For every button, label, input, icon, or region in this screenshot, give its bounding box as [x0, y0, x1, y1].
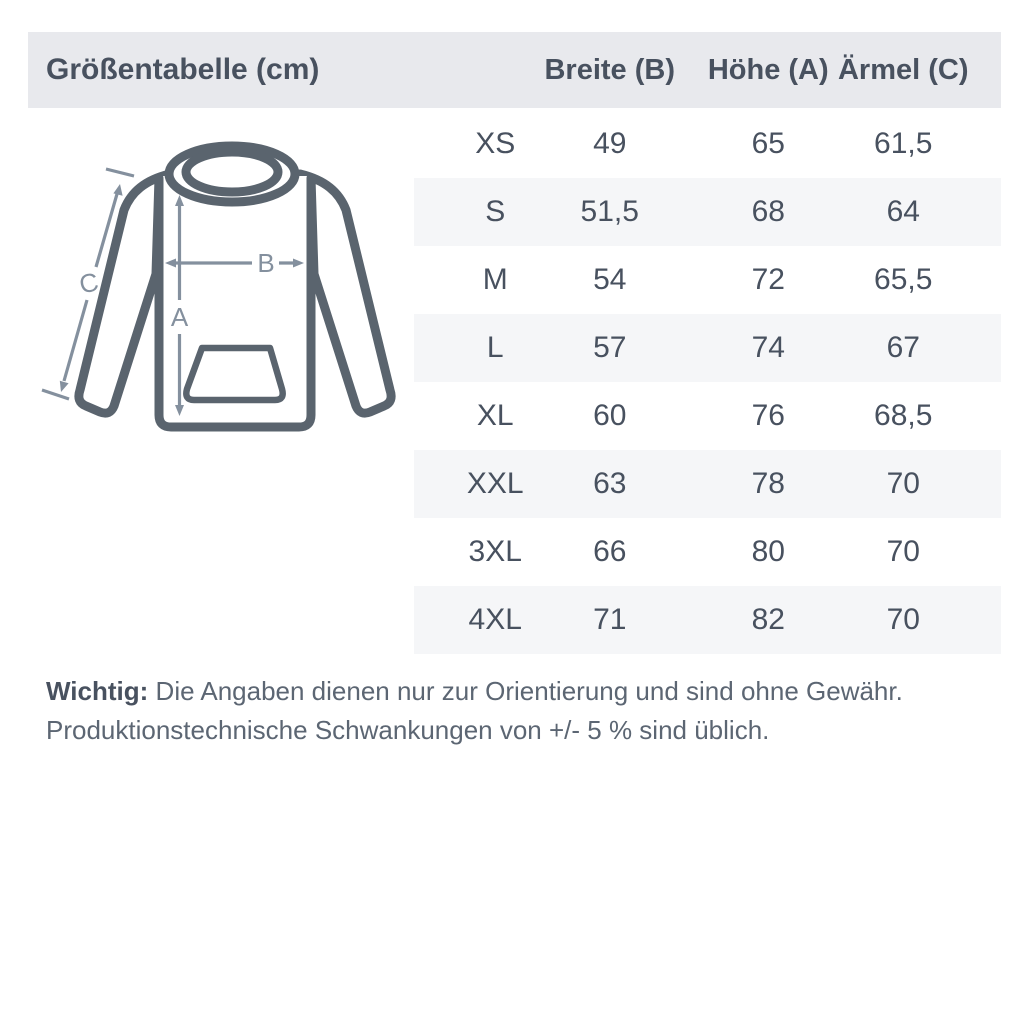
breite-cell: 49: [593, 127, 627, 160]
arrow-c-head-bottom: [60, 381, 69, 392]
size-cell: 3XL: [468, 535, 522, 568]
breite-cell: 63: [593, 467, 627, 500]
hoehe-cell: 76: [751, 399, 785, 432]
aermel-cell: 68,5: [874, 399, 933, 432]
breite-cell: 57: [593, 331, 627, 364]
size-cell: S: [485, 195, 506, 228]
footer-note-line1: Die Angaben dienen nur zur Orientierung und sind ohne Gewähr.: [155, 676, 903, 706]
page-title: Größentabelle (cm): [46, 53, 320, 86]
aermel-cell: 67: [886, 331, 920, 364]
hoehe-cell: 78: [751, 467, 785, 500]
table-row: [414, 246, 1001, 314]
table-row: [414, 382, 1001, 450]
table-row: [414, 110, 1001, 178]
aermel-cell: 70: [886, 603, 920, 636]
hoehe-cell: 74: [751, 331, 785, 364]
table-row: [414, 518, 1001, 586]
column-header-breite: Breite (B): [544, 53, 675, 86]
aermel-cell: 65,5: [874, 263, 933, 296]
breite-cell: 66: [593, 535, 627, 568]
hoodie-pocket: [186, 348, 282, 400]
aermel-cell: 64: [886, 195, 920, 228]
hoehe-cell: 68: [751, 195, 785, 228]
size-cell: L: [486, 331, 504, 364]
hoehe-cell: 80: [751, 535, 785, 568]
hood-collar-ring: [186, 152, 278, 192]
breite-cell: 54: [593, 263, 627, 296]
aermel-cell: 70: [886, 467, 920, 500]
size-table: [414, 110, 1001, 654]
hoodie-icon: [40, 118, 420, 464]
breite-cell: 60: [593, 399, 627, 432]
column-header-aermel: Ärmel (C): [837, 53, 969, 86]
aermel-cell: 70: [886, 535, 920, 568]
footer-note-important: Wichtig:: [46, 676, 149, 706]
table-row: [414, 586, 1001, 654]
table-row: [414, 178, 1001, 246]
hoehe-cell: 82: [751, 603, 785, 636]
aermel-cell: 61,5: [874, 127, 933, 160]
measurement-label-c: C: [76, 266, 102, 300]
arrow-c-head-top: [113, 184, 122, 196]
header-band: [28, 32, 1001, 108]
column-header-row: [414, 32, 1001, 108]
column-header-hoehe: Höhe (A): [707, 53, 829, 86]
measurement-label-b: B: [257, 248, 275, 278]
measurement-label-a: A: [170, 302, 189, 332]
size-cell: XXL: [466, 467, 524, 500]
hoodie-measurement-diagram: [40, 118, 420, 464]
breite-cell: 51,5: [580, 195, 639, 228]
size-cell: XL: [476, 399, 514, 432]
size-cell: 4XL: [468, 603, 522, 636]
size-cell: M: [482, 263, 508, 296]
table-row: [414, 314, 1001, 382]
hoehe-cell: 65: [751, 127, 785, 160]
hoehe-cell: 72: [751, 263, 785, 296]
size-cell: XS: [475, 127, 516, 160]
footer-note-line2: Produktionstechnische Schwankungen von +/- 5 % sind üblich.: [46, 715, 770, 745]
table-row: [414, 450, 1001, 518]
breite-cell: 71: [593, 603, 627, 636]
footer-note: [46, 672, 986, 750]
